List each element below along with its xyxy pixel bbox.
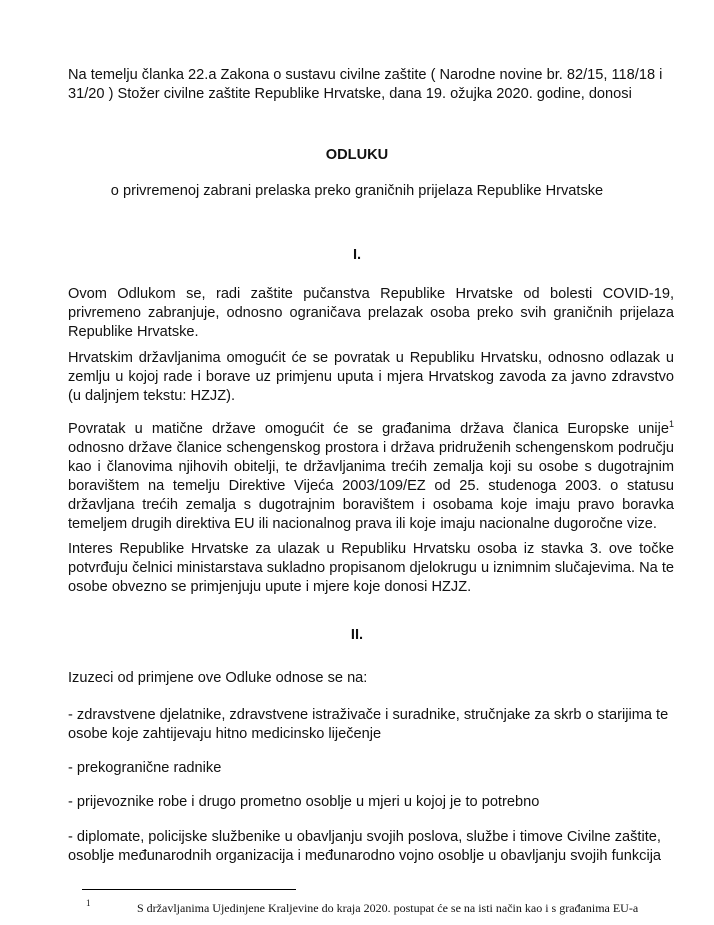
section-2-heading: II. — [350, 627, 364, 643]
list-item: - zdravstvene djelatnike, zdravstvene istraživače i suradnike, stručnjake za skrb o starijima te osobe koje zahtijevaju hitno medicinsko liječenje — [68, 707, 669, 742]
section-2-intro: Izuzeci od primjene ove Odluke odnose se na: — [68, 670, 368, 686]
section-1-paragraph-3 — [68, 420, 674, 534]
list-item: - prijevoznike robe i drugo prometno osoblje u mjeri u kojoj je to potrebno — [68, 794, 540, 810]
footnote-marker: 1 — [86, 898, 91, 908]
footnote-text: S državljanima Ujedinjene Kraljevine do kraja 2020. postupat će se na isti način kao i s građanima EU-a — [137, 901, 639, 915]
paragraph-3-lead: Povratak u matične države omogućit će se građanima država članica Europske unije — [68, 421, 669, 437]
section-1-paragraph-1: Ovom Odlukom se, radi zaštite pučanstva Republike Hrvatske od bolesti COVID-19, privremeno zabranjuje, odnosno ograničava prelazak osoba preko svih graničnih prijelaza Republike Hrvatske. — [68, 286, 674, 340]
section-1-heading: I. — [352, 247, 362, 263]
footnote-reference: 1 — [668, 419, 674, 430]
footnote-divider — [82, 889, 296, 890]
document-subtitle: o privremenoj zabrani prelaska preko graničnih prijelaza Republike Hrvatske — [110, 183, 604, 199]
section-1-paragraph-2: Hrvatskim državljanima omogućit će se povratak u Republiku Hrvatsku, odnosno odlazak u zemlju u kojoj rade i borave uz primjenu uputa i mjera Hrvatskog zavoda za javno zdravstvo (u daljnjem tekstu: HZJZ). — [68, 350, 674, 404]
intro-paragraph: Na temelju članka 22.a Zakona o sustavu civilne zaštite ( Narodne novine br. 82/15, 118/18 i 31/20 ) Stožer civilne zaštite Republike Hrvatske, dana 19. ožujka 2020. godine, donosi — [68, 67, 663, 102]
paragraph-3-rest: odnosno države članice schengenskog prostora i država pridruženih schengenskom području kao i članovima njihovih obitelji, te državljanima trećih zemalja koji su osobe s dugotrajnim boravištem na temelju Direktive Vijeća 2003/109/EZ od 25. studenoga 2003. o statusu državljana trećih zemalja s dugotrajnim boravištem i osobama koje imaju pravo boravka temeljem drugih direktiva EU ili nacionalnog prava ili koje imaju nacionalne dugoročne vize. — [68, 440, 674, 532]
list-item: - diplomate, policijske službenike u obavljanju svojih poslova, službe i timove Civilne zaštite, osoblje međunarodnih organizacija i međunarodno vojno osoblje u obavljanju svojih funkcija — [68, 829, 662, 864]
document-title: ODLUKU — [325, 147, 389, 163]
list-item: - prekogranične radnike — [68, 760, 222, 776]
section-1-paragraph-4: Interes Republike Hrvatske za ulazak u Republiku Hrvatsku osoba iz stavka 3. ove točke potvrđuju čelnici ministarstava sukladno propisanom djelokrugu u iznimnim slučajevima. Na te osobe obvezno se primjenjuju upute i mjere koje donosi HZJZ. — [68, 541, 674, 595]
